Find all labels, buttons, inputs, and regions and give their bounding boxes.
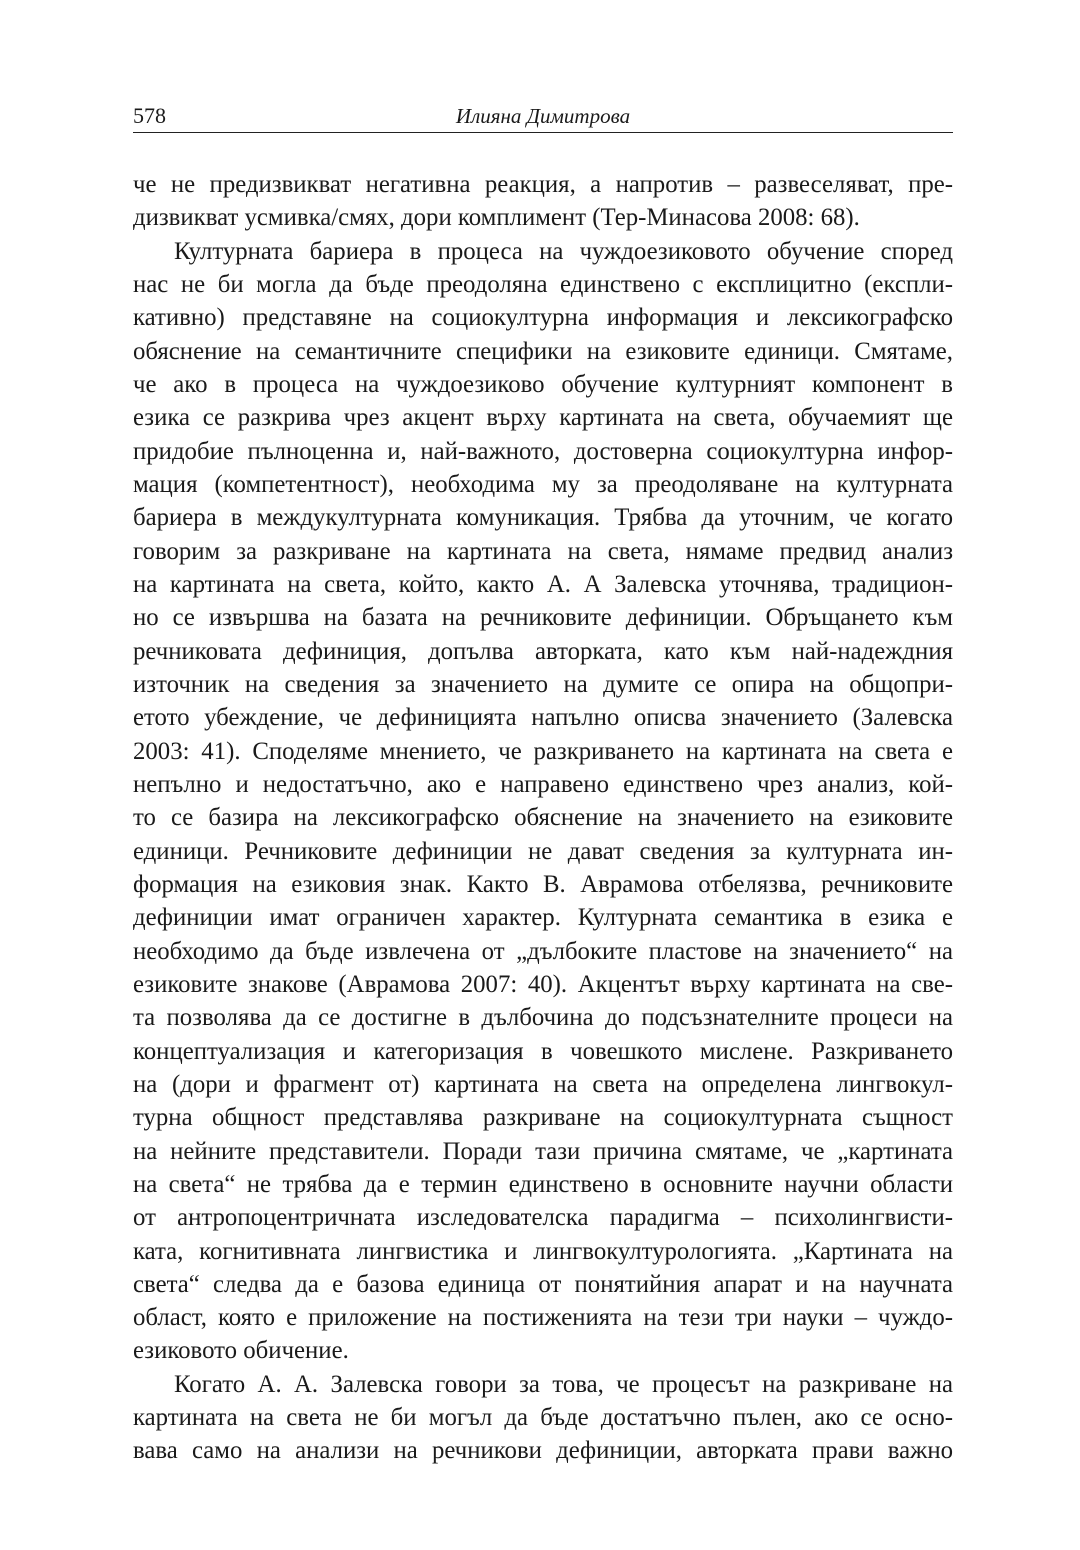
running-head (133, 98, 953, 133)
text-line: речниковата дефиниция, допълва авторката, като към най-надеждния (133, 637, 953, 665)
text-line: на картината на света, който, както А. А Залевска уточнява, традицион- (133, 570, 953, 598)
text-line: езиковото обичение. (133, 1337, 349, 1365)
text-line: на нейните представители. Поради тази причина смятаме, че „картината (133, 1137, 953, 1165)
text-line: то се базира на лексикографско обяснение на значението на езиковите (133, 804, 953, 832)
text-line: 2003: 41). Споделяме мнението, че разкриването на картината на света е (133, 737, 953, 765)
text-line: нас не би могла да бъде преодоляна единствено с експлицитно (експли- (133, 270, 953, 298)
text-line: единици. Речниковите дефиниции не дават сведения за културната ин- (133, 837, 953, 865)
text-line: необходимо да бъде извлечена от „дълбоките пластове на значението“ на (133, 937, 953, 965)
text-line: говорим за разкриване на картината на света, нямаме предвид анализ (133, 537, 953, 565)
text-line: картината на света не би могъл да бъде достатъчно пълен, ако се осно- (133, 1404, 953, 1432)
text-line: непълно и недостатъчно, ако е направено единствено чрез анализ, кой- (133, 770, 953, 798)
text-line: че не предизвикват негативна реакция, а напротив – развеселяват, пре- (133, 171, 953, 198)
text-line: бариера в междукултурната комуникация. Трябва да уточним, че когато (133, 504, 953, 532)
text-line: Когато А. А. Залевска говори за това, че процесът на разкриване на (174, 1370, 953, 1398)
text-line: на (дори и фрагмент от) картината на света на определена лингвокул- (133, 1070, 953, 1098)
text-line: турна общност представлява разкриване на социокултурната същност (133, 1104, 953, 1132)
text-line: езиковите знакове (Аврамова 2007: 40). Акцентът върху картината на све- (133, 970, 953, 998)
text-line: формация на езиковия знак. Както В. Аврамова отбелязва, речниковите (133, 870, 953, 898)
text-line: етото убеждение, че дефиницията напълно описва значението (Залевска (133, 704, 953, 732)
text-line: кативно) представяне на социокултурна информация и лексикографско (133, 304, 953, 332)
text-line: на света“ не трябва да е термин единствено в основните научни области (133, 1170, 953, 1198)
page-number: 578 (133, 103, 166, 128)
paragraph (133, 168, 953, 235)
text-line: че ако в процеса на чуждоезиково обучение културният компонент в (133, 370, 953, 398)
text-line: обяснение на семантичните специфики на езиковите единици. Смятаме, (133, 337, 953, 365)
text-line: езика се разкрива чрез акцент върху картината на света, обучаемият ще (133, 404, 953, 432)
paragraph (133, 235, 953, 1368)
text-line: ката, когнитивната лингвистика и лингвокултурологията. „Картината на (133, 1237, 953, 1265)
paragraph (133, 1368, 953, 1468)
text-line: област, която е приложение на постиженията на тези три науки – чуждо- (133, 1304, 953, 1332)
running-head-author: Илияна Димитрова (455, 104, 631, 128)
text-line: света“ следва да е базова единица от понятийния апарат и на научната (133, 1270, 953, 1298)
text-line: та позволява да се достигне в дълбочина до подсъзнателните процеси на (133, 1004, 953, 1032)
text-line: придобие пълноценна и, най-важното, достоверна социокултурна инфор- (133, 437, 953, 465)
text-line: от антропоцентричната изследователска парадигма – психолингвисти- (133, 1204, 953, 1232)
body-text (133, 168, 953, 1468)
text-line: източник на сведения за значението на думите се опира на общопри- (133, 670, 953, 698)
text-line: концептуализация и категоризация в човешкото мислене. Разкриването (133, 1037, 953, 1065)
text-line: вава само на анализи на речникови дефиниции, авторката прави важно (133, 1437, 953, 1465)
text-line: мация (компетентност), необходима му за преодоляване на културната (133, 470, 953, 498)
text-line: Културната бариера в процеса на чуждоезиковото обучение според (174, 237, 953, 265)
text-line: но се извършва на базата на речниковите дефиниции. Обръщането към (133, 604, 953, 632)
text-line: дизвикват усмивка/смях, дори комплимент (Тер-Минасова 2008: 68). (133, 204, 860, 232)
text-line: дефиниции имат ограничен характер. Културната семантика в езика е (133, 904, 953, 932)
